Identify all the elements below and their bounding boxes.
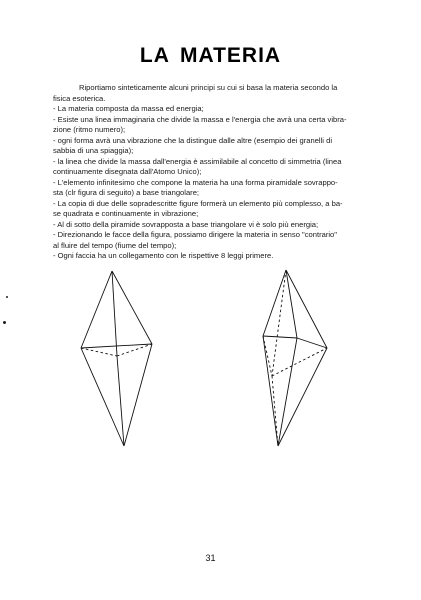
- body-text: [53, 83, 378, 262]
- text-line: - Direzionando le facce della figura, possiamo dirigere la materia in senso "contrario": [53, 230, 337, 239]
- scan-speck: [3, 321, 6, 324]
- text-line: continuamente disegnata dall'Atomo Unico);: [53, 167, 202, 176]
- text-line: fisica esoterica.: [53, 93, 106, 103]
- text-line: - La materia composta da massa ed energia;: [53, 104, 204, 113]
- text-line: - Ogni faccia ha un collegamento con le rispettive 8 leggi primere.: [53, 251, 274, 260]
- text-line: sabbia di una spiaggia);: [53, 146, 134, 155]
- bipyramid-square-base: [263, 270, 327, 446]
- text-line: - ogni forma avrà una vibrazione che la distingue dalle altre (esempio dei granelli di: [53, 135, 333, 145]
- text-line: al fluire del tempo (fiume del tempo);: [53, 240, 177, 250]
- text-line: - L'elemento infinitesimo che compone la materia ha una forma piramidale sovrappo-: [53, 177, 338, 187]
- text-line: - Al di sotto della piramide sovrapposta a base triangolare vi è solo più energia;: [53, 219, 319, 229]
- bipyramid-triangular-base: [81, 271, 152, 446]
- page-title: LA MATERIA: [139, 44, 282, 67]
- text-line: sta (clr figura di seguito) a base triangolare;: [53, 188, 200, 197]
- text-line: Riportiamo sinteticamente alcuni principi su cui si basa la materia secondo la: [79, 83, 338, 92]
- pyramid-figures: [70, 268, 360, 448]
- text-line: - Esiste una linea immaginaria che divide la massa e l'energia che avrà una certa vibra-: [53, 114, 347, 124]
- text-line: - la linea che divide la massa dall'energia è assimilabile al concetto di simmetria (linea: [53, 156, 342, 166]
- page-number: 31: [205, 553, 216, 563]
- text-line: zione (ritmo numero);: [53, 125, 126, 134]
- scan-speck: [6, 296, 8, 298]
- text-line: - La copia di due delle sopradescritte figure formerà un elemento più complesso, a ba-: [53, 198, 343, 208]
- text-line: se quadrata e continuamente in vibrazione;: [53, 209, 199, 218]
